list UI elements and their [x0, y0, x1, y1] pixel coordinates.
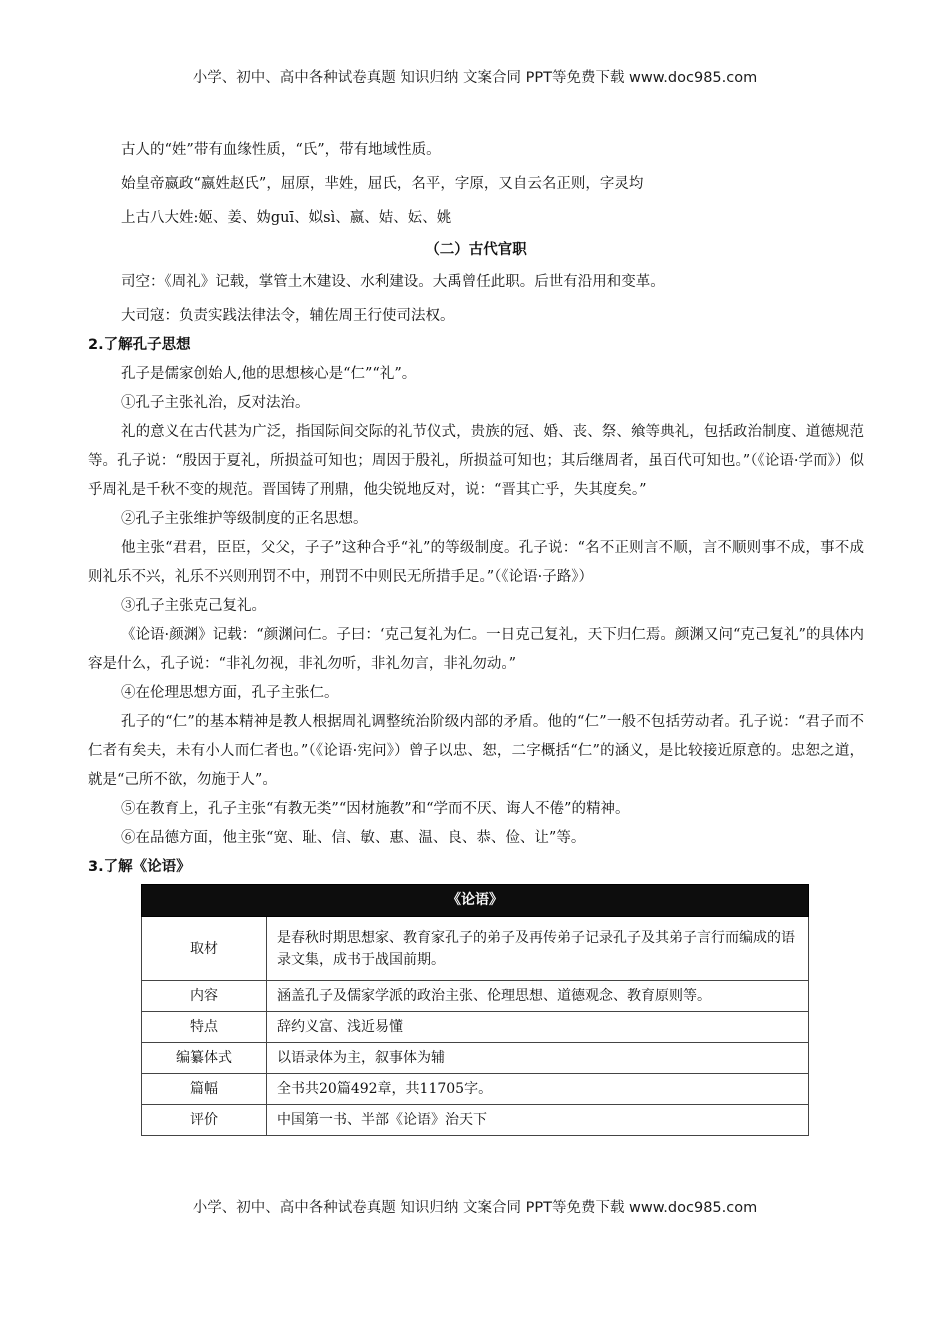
s2-point-3: ③孔子主张克己复礼。	[121, 598, 266, 614]
table-row	[142, 917, 809, 981]
row-label: 评价	[142, 1105, 267, 1136]
s2-point-2: ②孔子主张维护等级制度的正名思想。	[121, 511, 368, 527]
page-header: 小学、初中、高中各种试卷真题 知识归纳 文案合同 PPT等免费下载 www.doc985.com	[192, 70, 758, 86]
section-2-title: 2.了解孔子思想	[88, 337, 191, 353]
row-value: 全书共20篇492章，共11705字。	[267, 1074, 809, 1105]
row-value: 辞约义富、浅近易懂	[267, 1012, 809, 1043]
row-label: 编纂体式	[142, 1043, 267, 1074]
s2-paragraph: 礼的意义在古代甚为广泛，指国际间交际的礼节仪式，贵族的冠、婚、丧、祭、飨等典礼，包括政治制度、道德规范等。孔子说：“殷因于夏礼，所损益可知也；周因于殷礼，所损益可知也；其后继周者，虽百代可知也。”（《论语·学而》）似乎周礼是千秋不变的规范。晋国铸了刑鼎，他尖锐地反对，说：“晋其亡乎，失其度矣。”	[88, 424, 864, 498]
s2-paragraph: 他主张“君君，臣臣，父父，子子”这种合乎“礼”的等级制度。孔子说：“名不正则言不顺，言不顺则事不成，事不成则礼乐不兴，礼乐不兴则刑罚不中，刑罚不中则民无所措手足。”（《论语·子路》）	[88, 540, 864, 585]
row-label: 取材	[142, 917, 267, 981]
row-label: 篇幅	[142, 1074, 267, 1105]
table-row	[142, 1074, 809, 1105]
table-row	[142, 1105, 809, 1136]
page-footer: 小学、初中、高中各种试卷真题 知识归纳 文案合同 PPT等免费下载 www.doc985.com	[192, 1200, 758, 1216]
section-3-title: 3.了解《论语》	[88, 859, 191, 875]
table-header-row	[142, 885, 809, 917]
s2-point-4: ④在伦理思想方面，孔子主张仁。	[121, 685, 339, 701]
row-value: 是春秋时期思想家、教育家孔子的弟子及再传弟子记录孔子及其弟子言行而编成的语录文集，成书于战国前期。	[267, 917, 809, 981]
subheading-ancient-officials: （二）古代官职	[425, 242, 527, 258]
s2-paragraph: 《论语·颜渊》记载：“颜渊问仁。子曰：‘克己复礼为仁。一日克己复礼，天下归仁焉。颜渊又问“克己复礼”的具体内容是什么，孔子说：“非礼勿视，非礼勿听，非礼勿言，非礼勿动。”	[88, 627, 864, 672]
s2-paragraph: 孔子是儒家创始人,他的思想核心是“仁”“礼”。	[121, 366, 417, 382]
official-dasikou: 大司寇：负责实践法律法令，辅佐周王行使司法权。	[121, 308, 455, 324]
row-label: 特点	[142, 1012, 267, 1043]
s2-paragraph: 孔子的“仁”的基本精神是教人根据周礼调整统治阶级内部的矛盾。他的“仁”一般不包括劳动者。孔子说：“君子而不仁者有矣夫，未有小人而仁者也。”（《论语·宪问》）曾子以忠、恕，二字概括“仁”的涵义，是比较接近原意的。忠恕之道，就是“己所不欲，勿施于人”。	[88, 714, 864, 788]
s2-point-5: ⑤在教育上，孔子主张“有教无类”“因材施教”和“学而不厌、诲人不倦”的精神。	[121, 801, 630, 817]
intro-line-1: 古人的“姓”带有血缘性质，“氏”，带有地域性质。	[121, 142, 441, 158]
row-label: 内容	[142, 981, 267, 1012]
table-row	[142, 1043, 809, 1074]
document-body	[88, 136, 864, 1136]
intro-line-3: 上古八大姓:姬、姜、妫guī、姒sì、嬴、姞、妘、姚	[121, 210, 452, 226]
s2-point-1: ①孔子主张礼治，反对法治。	[121, 395, 310, 411]
table-row	[142, 1012, 809, 1043]
row-value: 中国第一书、半部《论语》治天下	[267, 1105, 809, 1136]
official-sikong: 司空：《周礼》记载，掌管土木建设、水利建设。大禹曾任此职。后世有沿用和变革。	[121, 274, 665, 290]
row-value: 以语录体为主，叙事体为辅	[267, 1043, 809, 1074]
intro-line-2: 始皇帝嬴政“嬴姓赵氏”，屈原，芈姓，屈氏，名平，字原，又自云名正则，字灵均	[121, 176, 644, 192]
row-value: 涵盖孔子及儒家学派的政治主张、伦理思想、道德观念、教育原则等。	[267, 981, 809, 1012]
table-title: 《论语》	[142, 885, 809, 917]
s2-point-6: ⑥在品德方面，他主张“宽、耻、信、敏、惠、温、良、恭、俭、让”等。	[121, 830, 586, 846]
table-row	[142, 981, 809, 1012]
lunyu-table	[141, 884, 809, 1136]
